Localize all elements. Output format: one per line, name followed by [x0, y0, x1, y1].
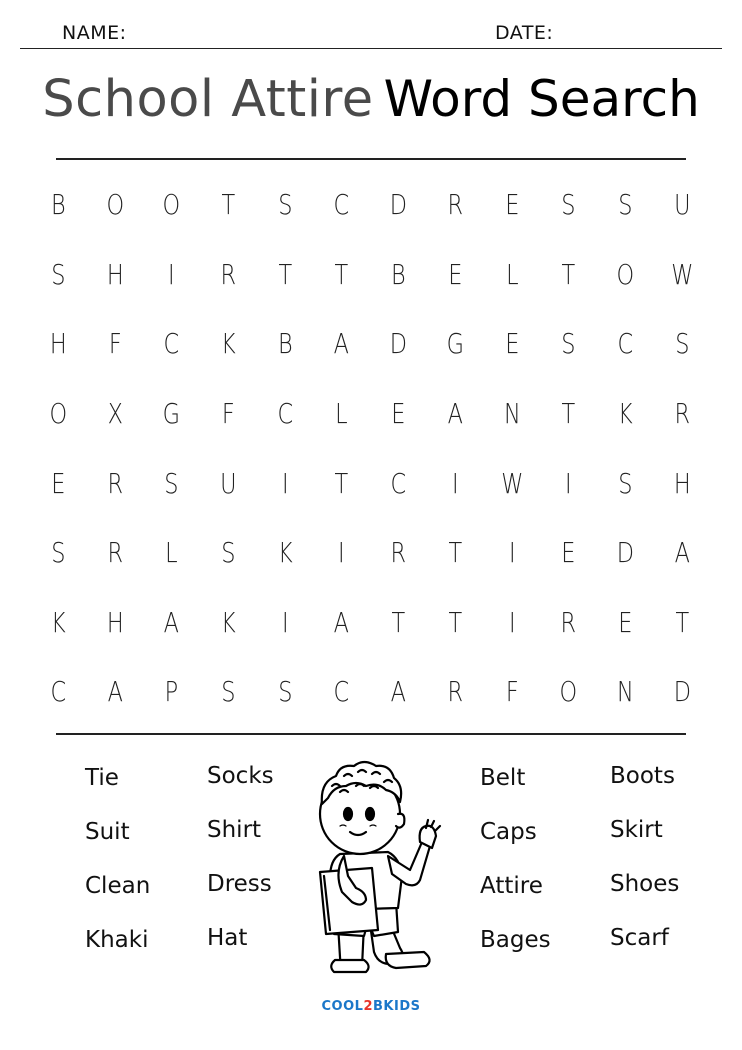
grid-letter[interactable]: R	[447, 675, 463, 709]
divider-top	[56, 158, 686, 160]
grid-letter[interactable]: C	[163, 327, 180, 361]
grid-letter[interactable]: T	[278, 257, 292, 291]
grid-letter[interactable]: W	[500, 466, 523, 500]
grid-letter[interactable]: E	[618, 605, 633, 639]
grid-letter[interactable]: O	[106, 188, 124, 222]
grid-letter[interactable]: T	[561, 397, 576, 431]
name-label: NAME:	[62, 22, 127, 44]
grid-letter[interactable]: P	[164, 675, 179, 709]
word-list-column-1	[85, 763, 150, 979]
grid-letter[interactable]: S	[561, 327, 576, 361]
grid-letter[interactable]: T	[391, 605, 406, 639]
grid-letter[interactable]: G	[163, 397, 181, 431]
grid-letter[interactable]: R	[447, 188, 463, 222]
logo-part-cool: COOL	[321, 999, 364, 1014]
grid-letter[interactable]: F	[221, 397, 235, 431]
grid-letter[interactable]: S	[561, 188, 576, 222]
grid-letter[interactable]: O	[162, 188, 181, 222]
word-list-item: Shirt	[207, 817, 262, 843]
grid-letter[interactable]: H	[673, 466, 691, 500]
grid-letter[interactable]: E	[391, 397, 406, 431]
grid-letter[interactable]: L	[165, 536, 178, 570]
header-rule	[20, 48, 722, 49]
grid-letter[interactable]: L	[505, 257, 519, 291]
grid-row	[30, 588, 712, 658]
grid-letter[interactable]: I	[168, 257, 176, 291]
word-list-item: Clean	[85, 873, 151, 899]
word-list-column-4	[610, 761, 679, 977]
grid-letter[interactable]: T	[448, 605, 462, 639]
grid-letter[interactable]: G	[446, 327, 464, 361]
grid-letter[interactable]: S	[618, 466, 633, 500]
grid-letter[interactable]: A	[107, 675, 123, 709]
grid-row	[30, 170, 712, 240]
grid-letter[interactable]: I	[281, 605, 289, 639]
grid-letter[interactable]: R	[107, 466, 123, 500]
grid-letter[interactable]: R	[220, 257, 237, 291]
grid-letter[interactable]: S	[277, 675, 293, 709]
grid-letter[interactable]: H	[49, 327, 67, 361]
grid-row	[30, 448, 712, 518]
word-list-column-3	[480, 763, 551, 979]
grid-letter[interactable]: D	[389, 188, 408, 222]
grid-letter[interactable]: C	[277, 397, 293, 431]
grid-letter[interactable]: S	[51, 536, 66, 570]
grid-letter[interactable]: T	[561, 257, 576, 291]
word-list-item: Scarf	[610, 925, 669, 951]
grid-letter[interactable]: E	[51, 466, 66, 500]
grid-row	[30, 657, 712, 727]
grid-letter[interactable]: T	[334, 257, 349, 291]
grid-letter[interactable]: A	[334, 327, 350, 361]
cool2bkids-logo	[0, 999, 742, 1014]
word-list-item: Skirt	[610, 817, 663, 843]
grid-letter[interactable]: N	[616, 675, 634, 709]
grid-letter[interactable]: A	[164, 605, 180, 639]
grid-letter[interactable]: R	[560, 605, 577, 639]
grid-letter[interactable]: I	[451, 466, 459, 500]
grid-letter[interactable]: K	[221, 605, 236, 639]
grid-letter[interactable]: H	[106, 605, 124, 639]
grid-letter[interactable]: E	[504, 327, 519, 361]
word-list-item: Dress	[207, 871, 272, 897]
grid-letter[interactable]: R	[390, 536, 407, 570]
grid-letter[interactable]: N	[503, 397, 521, 431]
grid-letter[interactable]: C	[617, 327, 634, 361]
grid-letter[interactable]: S	[51, 257, 66, 291]
grid-letter[interactable]: C	[333, 188, 350, 222]
grid-letter[interactable]: K	[221, 327, 236, 361]
grid-letter[interactable]: O	[49, 397, 68, 431]
grid-letter[interactable]: B	[277, 327, 293, 361]
word-list-item: Attire	[480, 873, 543, 899]
grid-letter[interactable]: C	[390, 466, 407, 500]
grid-letter[interactable]: T	[675, 605, 689, 639]
grid-letter[interactable]: A	[334, 605, 350, 639]
word-list-item: Tie	[85, 765, 119, 791]
divider-bottom	[56, 733, 686, 735]
grid-letter[interactable]: D	[389, 327, 408, 361]
grid-letter[interactable]: I	[565, 466, 572, 500]
grid-letter[interactable]: U	[673, 188, 691, 222]
grid-letter[interactable]: R	[107, 536, 123, 570]
logo-part-bkids: BKIDS	[373, 999, 421, 1014]
grid-letter[interactable]: E	[561, 536, 576, 570]
grid-row	[30, 379, 712, 449]
grid-letter[interactable]: I	[508, 536, 516, 570]
grid-letter[interactable]: S	[674, 327, 690, 361]
word-list-item: Socks	[207, 763, 274, 789]
grid-letter[interactable]: T	[448, 536, 462, 570]
word-list-item: Shoes	[610, 871, 680, 897]
grid-letter[interactable]: I	[508, 605, 516, 639]
grid-letter[interactable]: F	[108, 327, 122, 361]
grid-letter[interactable]: H	[106, 257, 124, 291]
grid-letter[interactable]: A	[390, 675, 407, 709]
grid-letter[interactable]: E	[504, 188, 519, 222]
grid-letter[interactable]: K	[617, 397, 633, 431]
grid-letter[interactable]: R	[674, 397, 690, 431]
grid-row	[30, 240, 712, 310]
grid-row	[30, 518, 712, 588]
grid-letter[interactable]: K	[50, 605, 66, 639]
logo-part-2: 2	[363, 999, 373, 1014]
grid-letter[interactable]: A	[447, 397, 463, 431]
grid-letter[interactable]: K	[277, 536, 293, 570]
word-list-item: Suit	[85, 819, 130, 845]
grid-letter[interactable]: S	[277, 188, 293, 222]
grid-letter[interactable]: A	[674, 536, 690, 570]
grid-letter[interactable]: S	[618, 188, 633, 222]
word-list-column-2	[207, 761, 274, 977]
grid-letter[interactable]: I	[281, 466, 289, 500]
grid-letter[interactable]: L	[335, 397, 349, 431]
grid-letter[interactable]: B	[391, 257, 406, 291]
grid-letter[interactable]: T	[221, 188, 236, 222]
word-list-item: Khaki	[85, 927, 149, 953]
grid-letter[interactable]: B	[51, 188, 66, 222]
word-search-grid	[30, 170, 712, 727]
boy-holding-book-icon	[300, 752, 460, 982]
title-topic: School Attire	[42, 70, 374, 129]
grid-letter[interactable]: U	[220, 466, 237, 500]
grid-row	[30, 309, 712, 379]
grid-letter[interactable]: C	[333, 675, 350, 709]
grid-letter[interactable]: S	[221, 536, 236, 570]
word-list-item: Hat	[207, 925, 248, 951]
grid-letter[interactable]: S	[164, 466, 179, 500]
grid-letter[interactable]: S	[221, 675, 236, 709]
date-label: DATE:	[495, 22, 554, 44]
word-list-item: Bages	[480, 927, 551, 953]
word-list-item: Boots	[610, 763, 675, 789]
word-list-item: Caps	[480, 819, 537, 845]
grid-letter[interactable]: X	[107, 397, 123, 431]
word-list-item: Belt	[480, 765, 526, 791]
grid-letter[interactable]: E	[448, 257, 463, 291]
grid-letter[interactable]: T	[334, 466, 349, 500]
grid-letter[interactable]: F	[505, 675, 519, 709]
title-word-search: Word Search	[383, 70, 700, 128]
grid-letter[interactable]: I	[338, 536, 346, 570]
grid-letter[interactable]: C	[50, 675, 67, 709]
grid-letter[interactable]: D	[616, 536, 634, 570]
grid-letter[interactable]: W	[670, 257, 693, 291]
grid-letter[interactable]: D	[673, 675, 691, 709]
grid-letter[interactable]: O	[616, 257, 635, 291]
page-title	[0, 70, 742, 129]
grid-letter[interactable]: O	[559, 675, 578, 709]
